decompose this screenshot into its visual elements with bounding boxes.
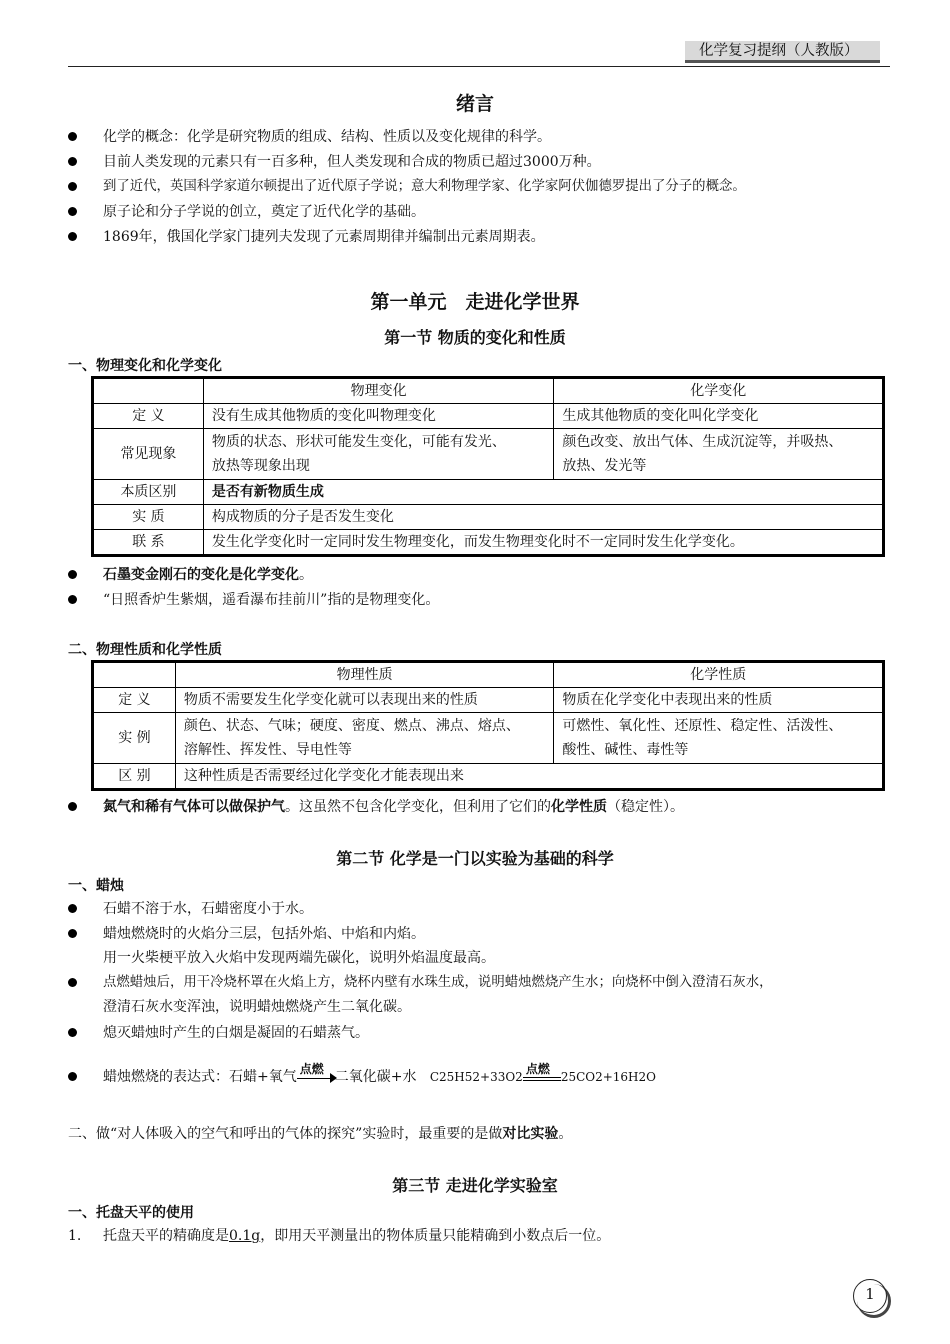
header-title: 化学复习提纲（人教版） <box>685 41 880 63</box>
bullet-icon <box>68 1072 77 1081</box>
bullet-icon <box>68 157 77 166</box>
page-number: 1 <box>853 1279 887 1313</box>
bullet-icon <box>68 132 77 141</box>
table-row: 实 质 构成物质的分子是否发生变化 <box>94 505 883 530</box>
change-comparison-table <box>93 378 883 555</box>
bullet-icon <box>68 1028 77 1037</box>
table-row: 物理性质 化学性质 <box>94 663 883 688</box>
bullet-icon <box>68 570 77 579</box>
property-comparison-table <box>93 662 883 789</box>
bullet-icon <box>68 802 77 811</box>
paragraph: 二、做“对人体吸入的空气和呼出的气体的探究”实验时，最重要的是做对比实验。 <box>68 1126 573 1142</box>
table-row: 常见现象 物质的状态、形状可能发生变化，可能有发光、 放热等现象出现 颜色改变、放出气体、生成沉淀等，并吸热、 放热、发光等 <box>94 429 883 480</box>
reaction-equals-sign: 点燃 <box>523 1067 561 1087</box>
intro-title: 绪言 <box>455 93 494 115</box>
table-row: 本质区别 是否有新物质生成 <box>94 480 883 505</box>
subsection-heading: 一、蜡烛 <box>68 878 124 894</box>
table-row: 联 系 发生化学变化时一定同时发生物理变化，而发生物理变化时不一定同时发生化学变化。 <box>94 530 883 555</box>
bullet-icon <box>68 182 77 191</box>
table-row: 区 别 这种性质是否需要经过化学变化才能表现出来 <box>94 764 883 789</box>
table-row: 物理变化 化学变化 <box>94 379 883 404</box>
subsection-heading: 一、托盘天平的使用 <box>68 1205 194 1221</box>
bullet-icon <box>68 595 77 604</box>
table-row: 实 例 颜色、状态、气味；硬度、密度、燃点、沸点、熔点、 溶解性、挥发性、导电性等 可燃性、氧化性、还原性、稳定性、活泼性、 酸性、碱性、毒性等 <box>94 713 883 764</box>
equation-line: 蜡烛燃烧的表达式：石蜡+氧气 点燃 二氧化碳+水 C25H52+33O2 点燃 25CO2+16H2O <box>68 1065 898 1089</box>
section-title: 第一节 物质的变化和性质 <box>384 328 566 347</box>
bullet-icon <box>68 929 77 938</box>
table-row: 定 义 没有生成其他物质的变化叫物理变化 生成其他物质的变化叫化学变化 <box>94 404 883 429</box>
bullet-icon <box>68 207 77 216</box>
section-title: 第二节 化学是一门以实验为基础的科学 <box>336 849 614 868</box>
header-rule <box>68 66 890 67</box>
section-title: 第三节 走进化学实验室 <box>392 1176 558 1195</box>
subsection-heading: 二、物理性质和化学性质 <box>68 642 222 658</box>
reaction-arrow: 点燃 <box>297 1067 335 1087</box>
bullet-icon <box>68 232 77 241</box>
table-row: 定 义 物质不需要发生化学变化就可以表现出来的性质 物质在化学变化中表现出来的性质 <box>94 688 883 713</box>
bullet-icon <box>68 904 77 913</box>
subsection-heading: 一、物理变化和化学变化 <box>68 358 222 374</box>
bullet-icon <box>68 978 77 987</box>
unit-title: 第一单元 走进化学世界 <box>370 291 580 313</box>
